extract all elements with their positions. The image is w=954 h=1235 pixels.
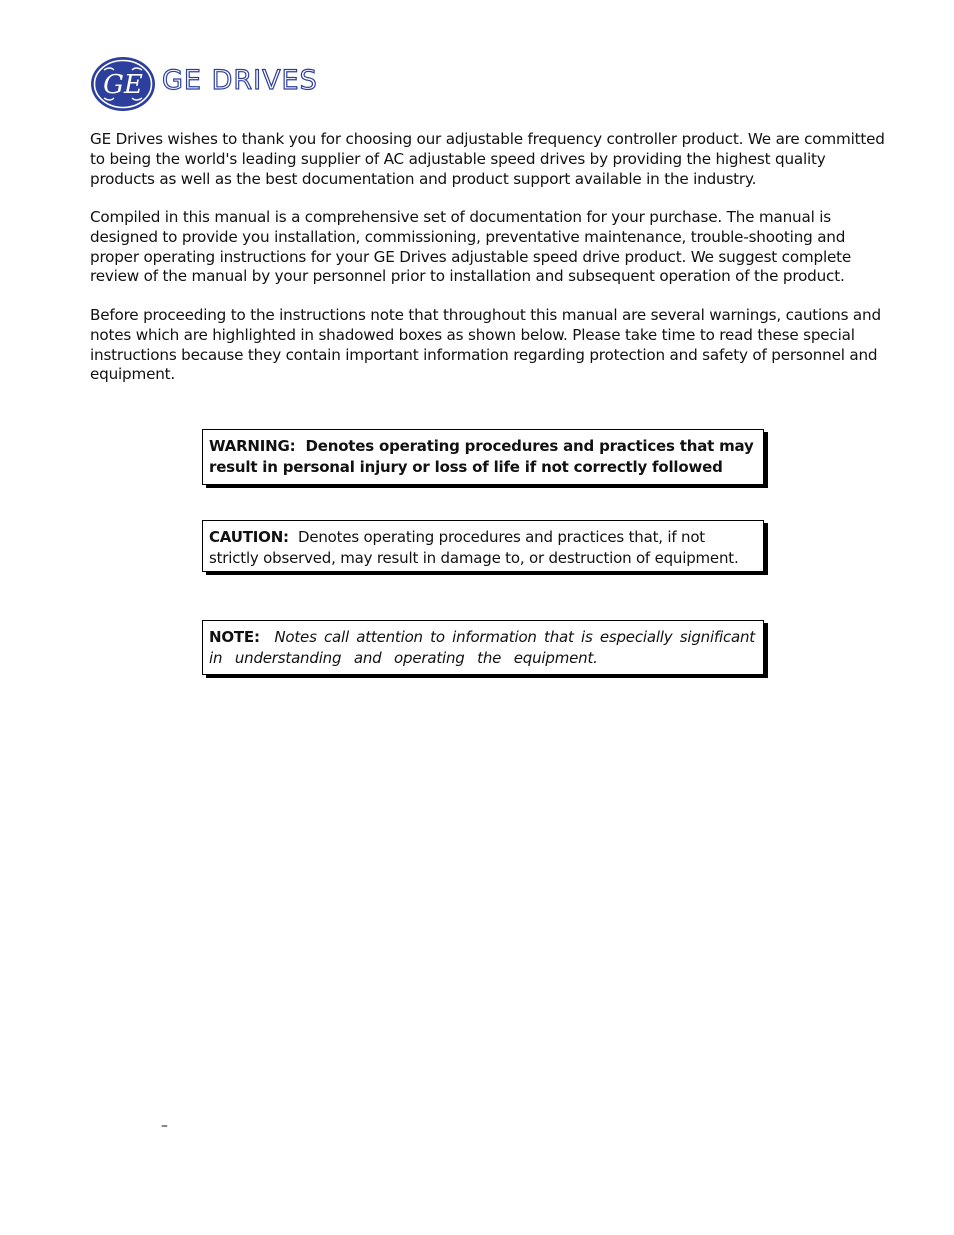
note-text-2: in understanding and operating the equipment.: [209, 649, 598, 667]
note-label: NOTE:: [209, 628, 260, 646]
ge-monogram-icon: [90, 56, 156, 112]
before-paragraph: Before proceeding to the instructions note that throughout this manual are several warnings, cautions and notes which are highlighted in shadowed boxes as shown below. Please take time to read these special instructions because they contain important information regarding protection and safety of personnel and equipment.: [90, 306, 881, 384]
ge-monogram-text: GE: [103, 70, 143, 100]
note-text-1: Notes call attention to information that is especially significant: [274, 628, 755, 646]
note-box: [202, 620, 764, 675]
caution-label: CAUTION:: [209, 528, 289, 546]
ge-drives-logo: [90, 56, 330, 112]
brand-text: GE DRIVES: [162, 65, 318, 96]
note-line-1: [209, 627, 755, 648]
warning-box: [202, 429, 764, 485]
footer-dash: –: [161, 1118, 168, 1134]
manual-paragraph: Compiled in this manual is a comprehensive set of documentation for your purchase. The manual is designed to provide you installation, commissioning, preventative maintenance, trouble-shooting and proper operating instructions for your GE Drives adjustable speed drive product. We suggest complete review of the manual by your personnel prior to installation and subsequent operation of the product.: [90, 208, 852, 286]
caution-box: [202, 520, 764, 572]
caution-text: Denotes operating procedures and practices that, if not strictly observed, may result in damage to, or destruction of equipment.: [209, 528, 739, 567]
warning-text: Denotes operating procedures and practices that may result in personal injury or loss of life if not correctly followed: [209, 437, 754, 476]
warning-label: WARNING:: [209, 437, 296, 455]
intro-paragraph: GE Drives wishes to thank you for choosing our adjustable frequency controller product. We are committed to being the world's leading supplier of AC adjustable speed drives by providing the highest quality products as well as the best documentation and product support available in the industry.: [90, 130, 885, 188]
